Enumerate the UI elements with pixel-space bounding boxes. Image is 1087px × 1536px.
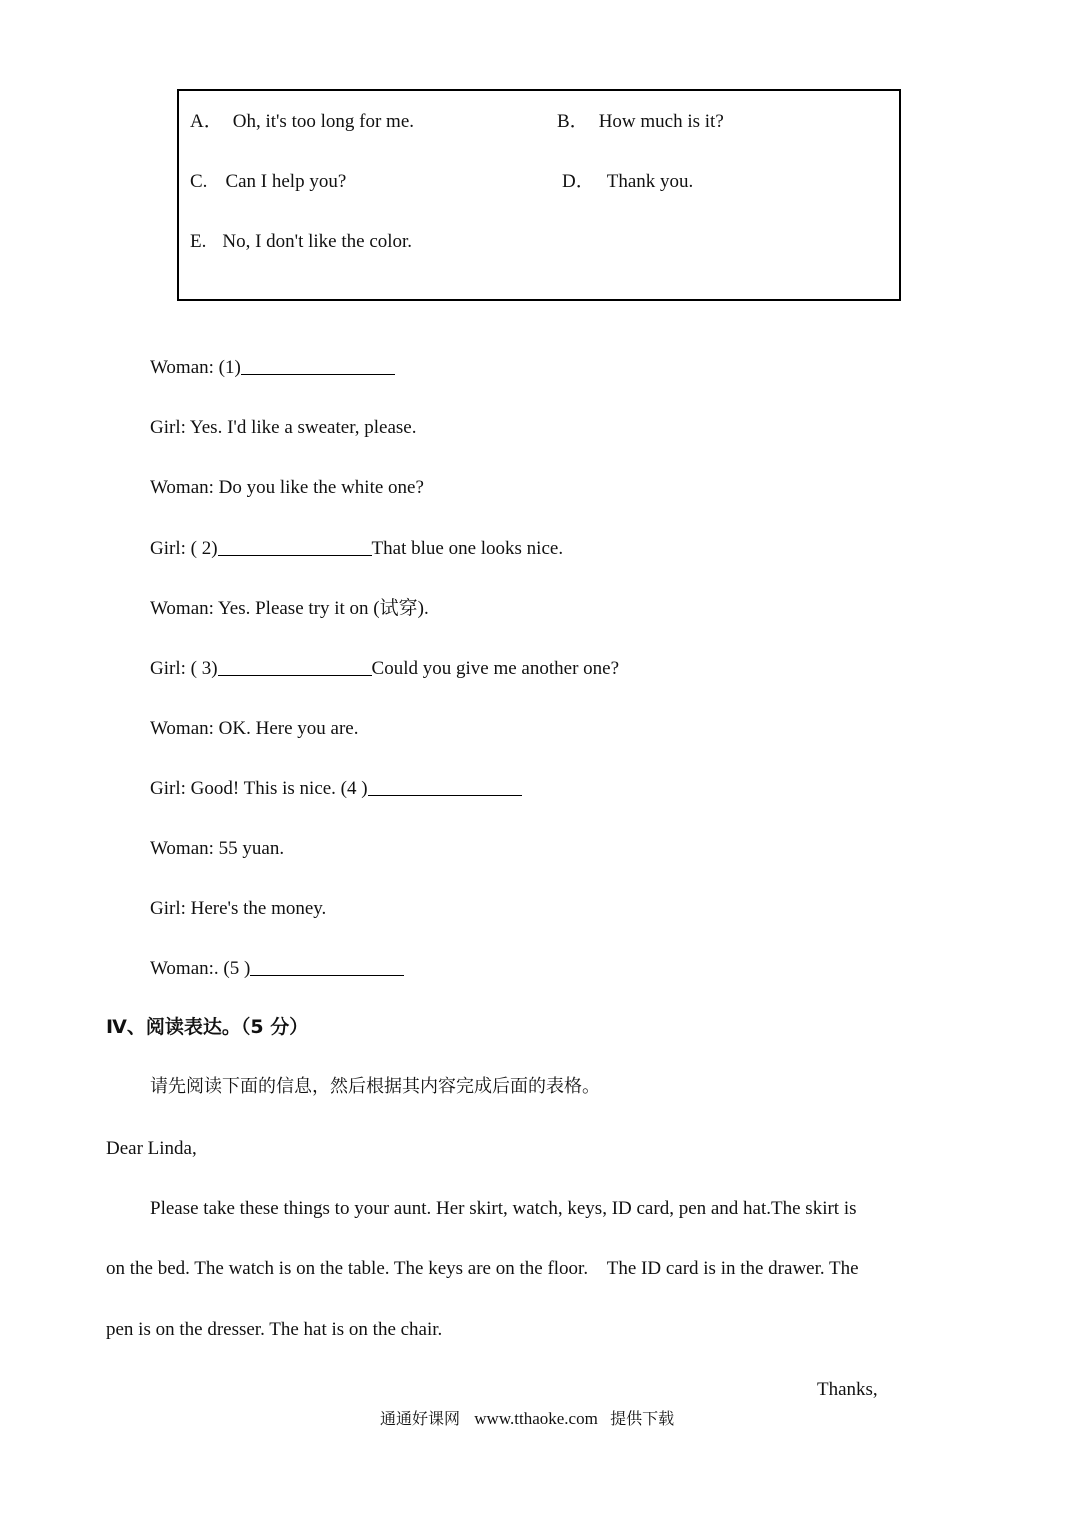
answer-blank-3[interactable]	[218, 660, 372, 676]
letter-greeting: Dear Linda,	[106, 1138, 197, 1159]
dialogue-line-1	[150, 358, 395, 377]
dialogue-text: Girl: ( 3)	[150, 658, 218, 679]
dialogue-line-2	[150, 418, 416, 437]
option-a	[190, 112, 414, 131]
dialogue-line-10	[150, 899, 326, 918]
dialogue-text: Woman: Yes. Please try it on (试穿).	[150, 598, 429, 619]
option-c	[190, 172, 346, 191]
dialogue-line-9	[150, 839, 284, 858]
dialogue-text: Girl: ( 2)	[150, 538, 218, 559]
dialogue-text: Woman:. (5 )	[150, 958, 251, 979]
option-text: How much is it?	[598, 111, 724, 132]
answer-blank-5[interactable]	[250, 960, 404, 976]
dialogue-line-3	[150, 478, 424, 497]
option-b	[557, 112, 724, 131]
dialogue-text: Could you give me another one?	[371, 658, 620, 679]
option-d	[562, 172, 693, 191]
footer-url[interactable]: www.tthaoke.com	[474, 1409, 598, 1428]
option-text: Thank you.	[606, 171, 694, 192]
option-text: Can I help you?	[225, 171, 347, 192]
dialogue-line-8	[150, 779, 522, 798]
option-e	[190, 232, 412, 251]
option-key: D．	[562, 171, 595, 192]
option-key: C.	[190, 171, 208, 192]
answer-blank-4[interactable]	[368, 780, 522, 796]
letter-line: pen is on the dresser. The hat is on the chair.	[106, 1319, 443, 1340]
option-key: E.	[190, 231, 207, 252]
dialogue-text: Woman: OK. Here you are.	[150, 718, 359, 739]
dialogue-line-11	[150, 959, 404, 978]
option-key: A．	[190, 111, 223, 132]
dialogue-line-5	[150, 599, 429, 618]
section-heading: Ⅳ、阅读表达。（5 分）	[106, 1016, 309, 1038]
dialogue-text: Girl: Here's the money.	[150, 898, 327, 919]
footer-note: 提供下载	[610, 1409, 675, 1428]
dialogue-text: Woman: (1)	[150, 357, 241, 378]
footer-site-name: 通通好课网	[380, 1409, 461, 1428]
answer-blank-1[interactable]	[241, 359, 395, 375]
option-key: B．	[557, 111, 589, 132]
dialogue-text: Girl: Good! This is nice. (4 )	[150, 778, 368, 799]
section-instruction: 请先阅读下面的信息，然后根据其内容完成后面的表格。	[150, 1076, 600, 1097]
dialogue-line-4	[150, 539, 563, 558]
letter-line: on the bed. The watch is on the table. The keys are on the floor. The ID card is in the drawer. The	[106, 1258, 859, 1279]
letter-closing: Thanks,	[817, 1379, 878, 1400]
dialogue-text: Girl: Yes. I'd like a sweater, please.	[150, 417, 417, 438]
option-text: Oh, it's too long for me.	[232, 111, 415, 132]
dialogue-text: Woman: 55 yuan.	[150, 838, 285, 859]
dialogue-text: That blue one looks nice.	[371, 538, 564, 559]
dialogue-line-6	[150, 659, 619, 678]
answer-blank-2[interactable]	[218, 540, 372, 556]
dialogue-line-7	[150, 719, 358, 738]
dialogue-text: Woman: Do you like the white one?	[150, 477, 424, 498]
option-text: No, I don't like the color.	[222, 231, 413, 252]
letter-line: Please take these things to your aunt. Her skirt, watch, keys, ID card, pen and hat.The skirt is	[150, 1198, 857, 1219]
page-footer	[380, 1410, 674, 1427]
